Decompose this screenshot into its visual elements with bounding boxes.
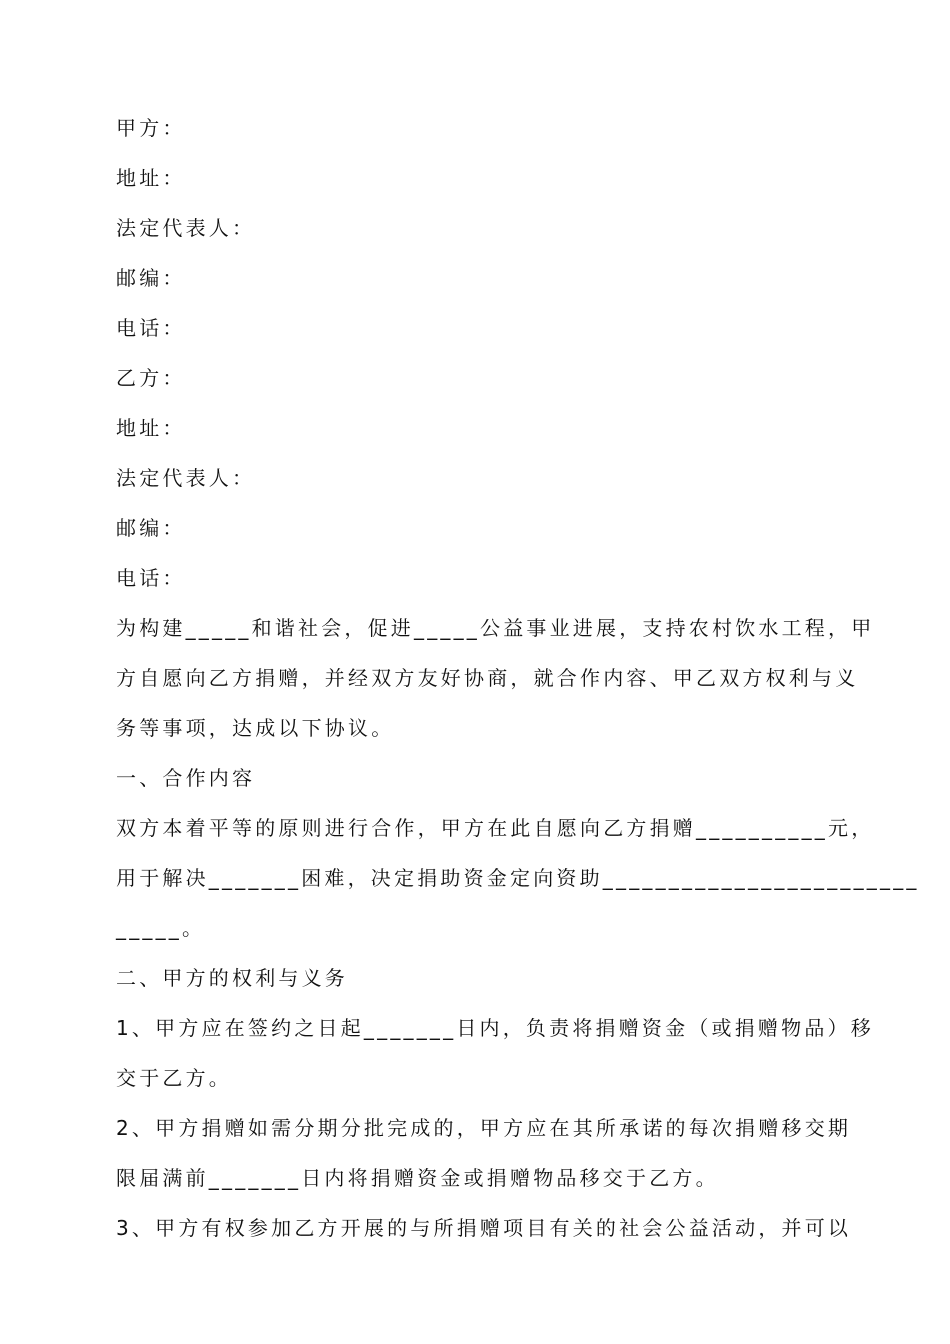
party-a-postcode: 邮编：	[116, 266, 186, 290]
section-1-line: _____。	[116, 916, 206, 940]
party-a-legal-rep: 法定代表人：	[116, 216, 256, 240]
section-2-line: 2、甲方捐赠如需分期分批完成的，甲方应在其所承诺的每次捐赠移交期	[116, 1116, 852, 1140]
section-2-line: 限届满前_______日内将捐赠资金或捐赠物品移交于乙方。	[116, 1166, 719, 1190]
section-1-line: 双方本着平等的原则进行合作，甲方在此自愿向乙方捐赠__________元，	[116, 816, 875, 840]
document-page	[116, 103, 920, 1253]
preamble-line: 为构建_____和谐社会，促进_____公益事业进展，支持农村饮水工程，甲	[116, 616, 875, 640]
section-2-item-3	[116, 1203, 852, 1253]
section-1-line: 用于解决_______困难，决定捐助资金定向资助________________________	[116, 866, 920, 890]
party-a-address: 地址：	[116, 166, 186, 190]
party-b-label: 乙方：	[116, 366, 186, 390]
party-b-phone: 电话：	[116, 566, 186, 590]
party-b-address: 地址：	[116, 416, 186, 440]
preamble-line: 务等事项，达成以下协议。	[116, 716, 395, 740]
section-2-line: 1、甲方应在签约之日起_______日内，负责将捐赠资金（或捐赠物品）移	[116, 1016, 874, 1040]
party-b-legal-rep: 法定代表人：	[116, 466, 256, 490]
section-2-heading: 二、甲方的权利与义务	[116, 966, 348, 990]
section-2-line: 3、甲方有权参加乙方开展的与所捐赠项目有关的社会公益活动，并可以	[116, 1216, 852, 1240]
section-2-item-2	[116, 1103, 852, 1203]
section-2-item-1	[116, 1003, 874, 1103]
party-a-label: 甲方：	[116, 116, 186, 140]
section-1-heading: 一、合作内容	[116, 766, 256, 790]
section-2-line: 交于乙方。	[116, 1066, 232, 1090]
party-b-postcode: 邮编：	[116, 516, 186, 540]
party-a-phone: 电话：	[116, 316, 186, 340]
section-1-paragraph	[116, 803, 920, 953]
preamble-paragraph	[116, 603, 875, 753]
preamble-line: 方自愿向乙方捐赠，并经双方友好协商，就合作内容、甲乙双方权利与义	[116, 666, 859, 690]
